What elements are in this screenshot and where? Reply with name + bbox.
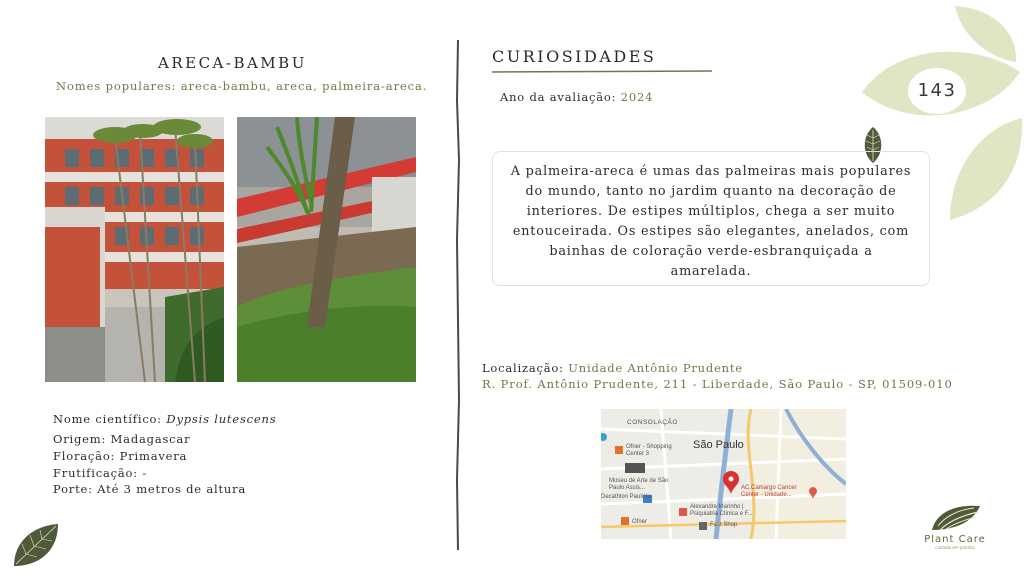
plant-title: ARECA-BAMBU	[158, 54, 307, 72]
map-poi-accamargo: AC.Camargo Cancer Center - Unidade...	[741, 485, 797, 498]
map-poi-alexandre: Alexandre Marinho | Psiquiatria Clínica e F...	[690, 504, 753, 517]
leaf-bottom	[950, 118, 1022, 220]
plant-photo-trunk	[237, 117, 416, 382]
page-number: 143	[908, 68, 966, 114]
map-district: CONSOLAÇÃO	[627, 419, 678, 426]
popular-names: Nomes populares: areca-bambu, areca, palmeira-areca.	[56, 79, 428, 93]
map-poi-decathlon: Decathlon Paulista	[601, 494, 652, 500]
location-row	[482, 361, 743, 375]
logo-name: Plant Care	[924, 534, 986, 545]
map-poi-masp: Museu de Arte de São Paulo Assis...	[609, 478, 669, 491]
location-label: Localização:	[482, 361, 569, 375]
map-poi-ofner: Ofner	[632, 519, 648, 525]
flowering: Floração: Primavera	[53, 449, 188, 463]
scientific-label: Nome científico:	[53, 412, 167, 426]
curiosities-title: CURIOSIDADES	[492, 47, 657, 66]
fruiting: Frutificação: -	[53, 466, 148, 480]
plant-care-logo-icon	[930, 502, 982, 532]
curiosity-description: A palmeira-areca é umas das palmeiras mais populares do mundo, tanto no jardim quanto na decoração de interiores. De estipes múltiplos, chega a ser muito entouceirada. Os estipes são elegantes, anelados, com bainhas de coloração verde-esbranquiçada a amarelada.	[492, 151, 930, 286]
scientific-name-row	[53, 412, 276, 426]
year-value: 2024	[620, 90, 654, 104]
map-poi-ofner-shopping: Ofner - Shopping Center 3	[626, 444, 672, 457]
vertical-divider	[452, 40, 464, 550]
plant-photo-building	[45, 117, 224, 382]
location-address: R. Prof. Antônio Prudente, 211 - Liberdade, São Paulo - SP, 01509-010	[482, 377, 953, 391]
map-poi-fast-shop: Fast Shop	[710, 522, 738, 528]
plant-size: Porte: Até 3 metros de altura	[53, 482, 247, 496]
location-map[interactable]	[601, 409, 846, 539]
evaluation-year	[500, 90, 653, 104]
scientific-name: Dypsis lutescens	[166, 412, 277, 426]
bottom-left-leaf	[10, 522, 62, 570]
map-city: São Paulo	[693, 439, 744, 451]
origin: Origem: Madagascar	[53, 432, 191, 446]
year-label: Ano da avaliação:	[500, 90, 621, 104]
location-unit: Unidade Antônio Prudente	[568, 361, 743, 375]
title-underline	[490, 68, 714, 76]
logo-tagline: cuidado em plantas	[935, 545, 975, 550]
